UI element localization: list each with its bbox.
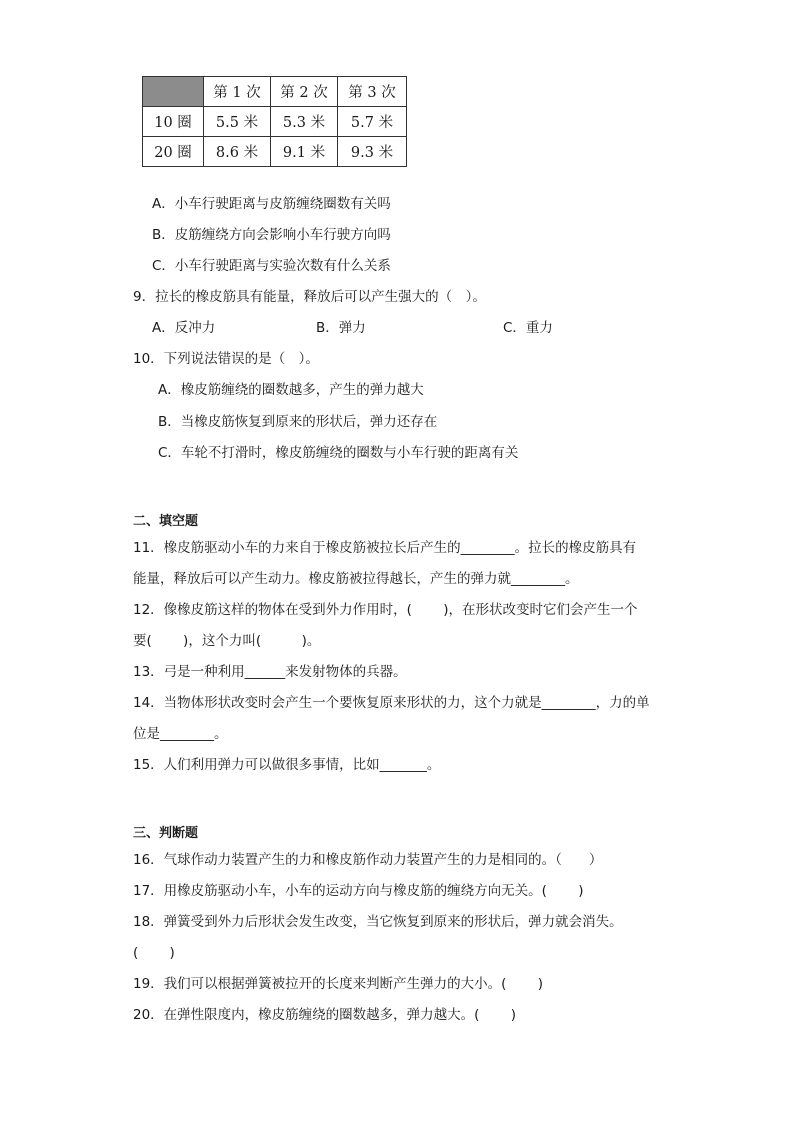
q10-option-b: B．当橡皮筋恢复到原来的形状后，弹力还存在 xyxy=(158,414,438,430)
q8-option-b: B．皮筋缠绕方向会影响小车行驶方向吗 xyxy=(152,227,391,243)
q15: 15．人们利用弹力可以做很多事情，比如_______。 xyxy=(133,757,441,773)
q16: 16．气球作动力装置产生的力和橡皮筋作动力装置产生的力是相同的。（ ） xyxy=(133,852,603,868)
table-header-row xyxy=(143,77,407,107)
table-cell: 8.6 米 xyxy=(204,137,271,167)
q12-line2: 要( )，这个力叫( )。 xyxy=(133,633,321,649)
q8-option-a: A．小车行驶距离与皮筋缠绕圈数有关吗 xyxy=(152,196,391,212)
q19: 19．我们可以根据弹簧被拉开的长度来判断产生弹力的大小。( ) xyxy=(133,976,544,992)
table-cell: 5.3 米 xyxy=(271,107,338,137)
q18-line2: ( ) xyxy=(133,945,175,961)
section-title-fill-in: 二、填空题 xyxy=(133,514,199,529)
table-row xyxy=(143,137,407,167)
q8-option-c: C．小车行驶距离与实验次数有什么关系 xyxy=(152,258,391,274)
data-table xyxy=(142,76,407,167)
table-header-cell: 第 2 次 xyxy=(271,77,338,107)
section-title-true-false: 三、判断题 xyxy=(133,826,199,841)
table-corner-cell xyxy=(143,77,204,107)
q14-line2: 位是________。 xyxy=(133,726,228,742)
q10-stem: 10．下列说法错误的是（ ）。 xyxy=(133,351,319,367)
q20: 20．在弹性限度内，橡皮筋缠绕的圈数越多，弹力越大。( ) xyxy=(133,1007,517,1023)
table-row-label: 20 圈 xyxy=(143,137,204,167)
q11-line1: 11．橡皮筋驱动小车的力来自于橡皮筋被拉长后产生的________。拉长的橡皮筋具有 xyxy=(133,540,637,556)
q9-stem: 9．拉长的橡皮筋具有能量，释放后可以产生强大的（ ）。 xyxy=(133,289,486,305)
table-cell: 9.3 米 xyxy=(338,137,407,167)
q12-line1: 12．像橡皮筋这样的物体在受到外力作用时，( )，在形状改变时它们会产生一个 xyxy=(133,602,638,618)
q17: 17．用橡皮筋驱动小车，小车的运动方向与橡皮筋的缠绕方向无关。( ) xyxy=(133,883,584,899)
q13: 13．弓是一种利用______来发射物体的兵器。 xyxy=(133,664,407,680)
table-cell: 9.1 米 xyxy=(271,137,338,167)
table-header-cell: 第 3 次 xyxy=(338,77,407,107)
q10-option-a: A．橡皮筋缠绕的圈数越多，产生的弹力越大 xyxy=(158,382,424,398)
table-cell: 5.5 米 xyxy=(204,107,271,137)
table-cell: 5.7 米 xyxy=(338,107,407,137)
q9-option-a: A．反冲力 xyxy=(152,320,216,336)
q18-line1: 18．弹簧受到外力后形状会发生改变，当它恢复到原来的形状后，弹力就会消失。 xyxy=(133,914,623,930)
q14-line1: 14．当物体形状改变时会产生一个要恢复原来形状的力，这个力就是________，力的单 xyxy=(133,695,650,711)
table-row-label: 10 圈 xyxy=(143,107,204,137)
table-header-cell: 第 1 次 xyxy=(204,77,271,107)
q11-line2: 能量，释放后可以产生动力。橡皮筋被拉得越长，产生的弹力就________。 xyxy=(133,571,579,587)
q9-option-b: B．弹力 xyxy=(316,320,366,336)
q10-option-c: C．车轮不打滑时，橡皮筋缠绕的圈数与小车行驶的距离有关 xyxy=(158,445,519,461)
table-row xyxy=(143,107,407,137)
q9-option-c: C．重力 xyxy=(503,320,553,336)
